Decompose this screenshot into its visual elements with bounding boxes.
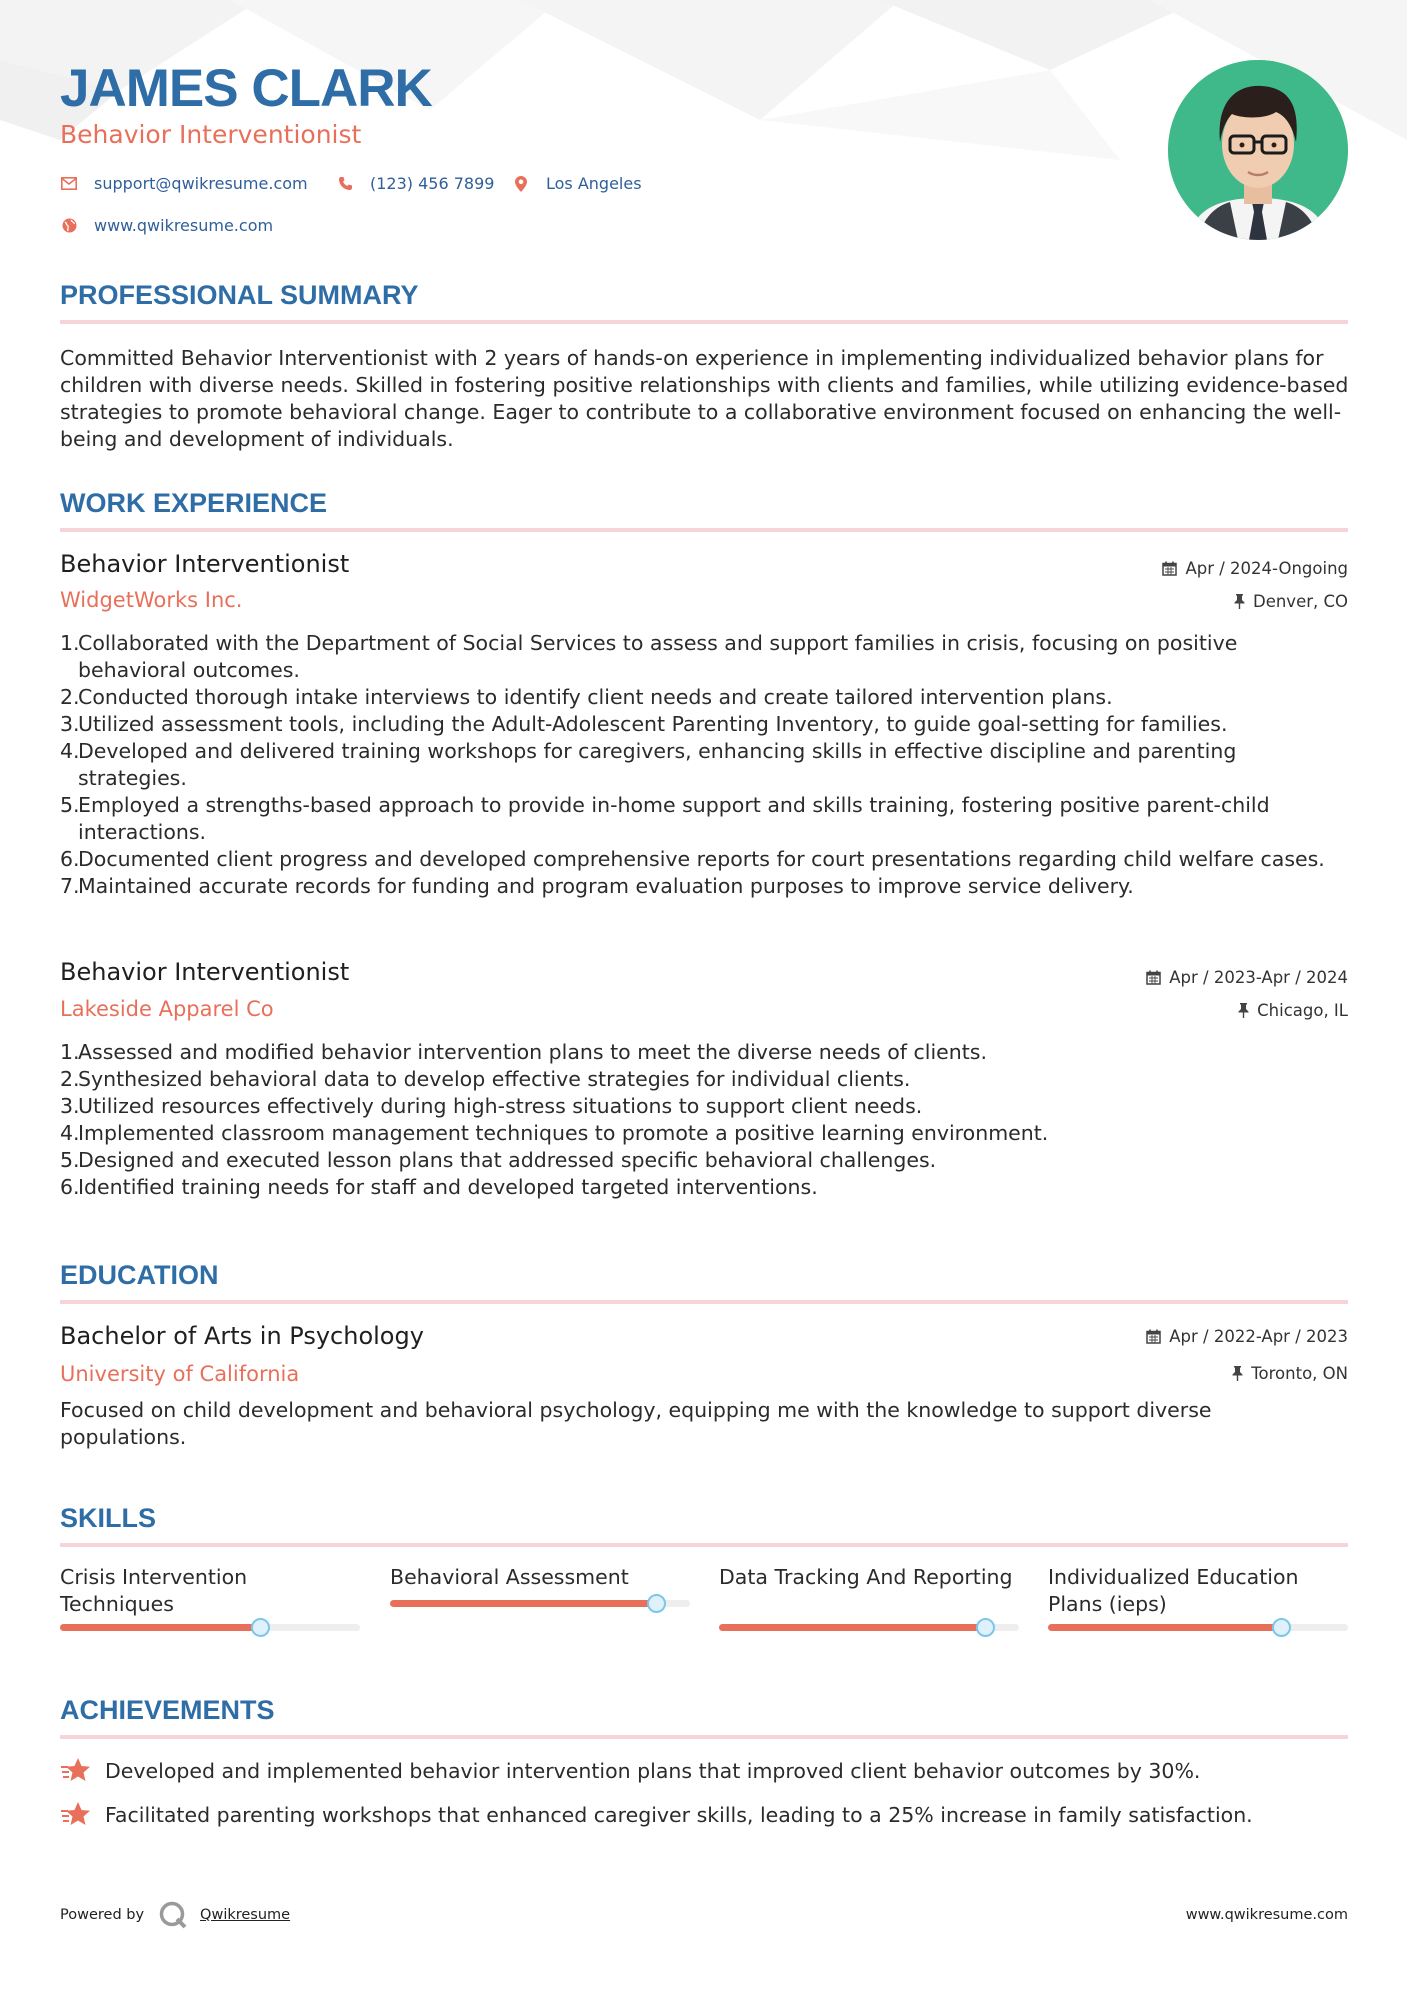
location-text: Los Angeles [546,174,642,193]
skill-name: Individualized Education Plans (ieps) [1048,1565,1299,1616]
skill-meter-fill [1048,1624,1282,1631]
responsibility-text: Employed a strengths-based approach to provide in-home support and skills training, fostering positive parent-child interactions. [78,793,1270,844]
achievements-divider [60,1735,1348,1739]
footer-powered-by [60,1900,290,1930]
map-pin-icon [512,175,530,193]
bullet-number: 4. [60,1121,80,1145]
experience-divider [60,528,1348,532]
responsibility-item [60,846,1350,873]
job-dates [1162,559,1348,578]
responsibility-text: Implemented classroom management techniques to promote a positive learning environment. [78,1121,1049,1145]
job-responsibilities [60,630,1350,900]
contact-website[interactable] [60,216,273,235]
company-name: Lakeside Apparel Co [60,997,274,1021]
skill-meter-fill [60,1624,261,1631]
summary-section-title: PROFESSIONAL SUMMARY [60,280,419,310]
qwikresume-link[interactable]: Qwikresume [200,1907,291,1923]
responsibility-item [60,1066,1350,1093]
education-divider [60,1300,1348,1304]
bullet-number: 6. [60,1175,80,1199]
responsibility-item [60,1093,1350,1120]
responsibility-text: Designed and executed lesson plans that addressed specific behavioral challenges. [78,1148,937,1172]
skill-meter [60,1624,360,1631]
bullet-number: 2. [60,1067,80,1091]
education-location [1232,1364,1348,1383]
website-text: www.qwikresume.com [94,216,274,235]
responsibility-item [60,738,1350,792]
bullet-number: 3. [60,1094,80,1118]
bullet-number: 5. [60,1148,80,1172]
job-dates [1146,968,1348,987]
pushpin-icon [1234,594,1245,609]
skill-meter [719,1624,1019,1631]
bullet-number: 1. [60,631,80,655]
bullet-number: 6. [60,847,80,871]
powered-by-label: Powered by [60,1907,145,1923]
contact-email[interactable] [60,174,308,193]
skills-section-title: SKILLS [60,1503,157,1533]
responsibility-item [60,684,1350,711]
company-name: WidgetWorks Inc. [60,588,243,612]
education-description: Focused on child development and behavioral psychology, equipping me with the knowledge to support diverse populations. [60,1398,1212,1449]
skill-item [1048,1564,1348,1631]
skill-meter-knob [647,1594,666,1613]
achievement-text: Developed and implemented behavior intervention plans that improved client behavior outcomes by 30%. [105,1759,1201,1783]
calendar-icon [1146,1329,1161,1344]
star-badge-icon [60,1755,92,1787]
email-text: support@qwikresume.com [94,174,308,193]
skill-meter-knob [976,1618,995,1637]
responsibility-text: Assessed and modified behavior intervention plans to meet the diverse needs of clients. [78,1040,987,1064]
responsibility-item [60,1039,1350,1066]
avatar-illustration [1168,60,1348,240]
responsibility-item [60,1174,1350,1201]
responsibility-item [60,792,1350,846]
job-title: Behavior Interventionist [60,958,350,986]
job-location [1238,1001,1348,1020]
bullet-number: 5. [60,793,80,817]
responsibility-text: Collaborated with the Department of Social Services to assess and support families in crisis, focusing on positive behavioral outcomes. [78,631,1238,682]
star-badge-icon [60,1799,92,1831]
education-dates [1146,1327,1348,1346]
skill-item [60,1564,360,1631]
skill-meter-fill [719,1624,986,1631]
responsibility-text: Utilized assessment tools, including the Adult-Adolescent Parenting Inventory, to guide goal-setting for families. [78,712,1228,736]
job-location [1234,592,1348,611]
footer-site-link[interactable]: www.qwikresume.com [1185,1907,1348,1923]
bullet-number: 2. [60,685,80,709]
responsibility-text: Maintained accurate records for funding and program evaluation purposes to improve service delivery. [78,874,1134,898]
achievements-section-title: ACHIEVEMENTS [60,1695,275,1725]
education-dates-text: Apr / 2022-Apr / 2023 [1169,1327,1348,1346]
responsibility-item [60,1120,1350,1147]
experience-section-title: WORK EXPERIENCE [60,488,328,518]
summary-divider [60,320,1348,324]
skills-divider [60,1543,1348,1547]
responsibility-text: Conducted thorough intake interviews to identify client needs and create tailored intervention plans. [78,685,1113,709]
candidate-role: Behavior Interventionist [60,120,362,149]
candidate-name: JAMES CLARK [60,59,432,118]
bullet-number: 4. [60,739,80,763]
phone-icon [336,175,354,193]
contact-phone[interactable] [336,174,494,193]
responsibility-text: Identified training needs for staff and developed targeted interventions. [78,1175,818,1199]
job-location-text: Denver, CO [1252,592,1348,611]
achievement-text: Facilitated parenting workshops that enhanced caregiver skills, leading to a 25% increase in family satisfaction. [105,1803,1253,1827]
skill-meter [390,1600,690,1607]
qwikresume-logo-icon [158,1900,188,1930]
skill-meter-fill [390,1600,657,1607]
contact-location [512,174,642,193]
globe-icon [60,217,78,235]
responsibility-item [60,1147,1350,1174]
skill-meter-knob [251,1618,270,1637]
skill-name: Behavioral Assessment [390,1565,629,1589]
responsibility-item [60,630,1350,684]
responsibility-item [60,711,1350,738]
pushpin-icon [1232,1366,1243,1381]
skill-name: Crisis Intervention Techniques [60,1565,248,1616]
job-dates-text: Apr / 2024-Ongoing [1185,559,1348,578]
job-responsibilities [60,1039,1350,1201]
skill-meter-knob [1272,1618,1291,1637]
bullet-number: 7. [60,874,80,898]
bullet-number: 3. [60,712,80,736]
achievement-item [60,1799,1253,1831]
school-name: University of California [60,1362,300,1386]
responsibility-text: Developed and delivered training workshops for caregivers, enhancing skills in effective discipline and parenting strategies. [78,739,1237,790]
phone-text: (123) 456 7899 [370,174,495,193]
job-location-text: Chicago, IL [1257,1001,1348,1020]
degree-title: Bachelor of Arts in Psychology [60,1322,424,1350]
responsibility-item [60,873,1350,900]
bullet-number: 1. [60,1040,80,1064]
achievement-item [60,1755,1200,1787]
job-dates-text: Apr / 2023-Apr / 2024 [1169,968,1348,987]
calendar-icon [1146,970,1161,985]
education-location-text: Toronto, ON [1251,1364,1348,1383]
summary-text: Committed Behavior Interventionist with 2 years of hands-on experience in implementing individualized behavior plans for children with diverse needs. Skilled in fostering positive relationships with clients and families, while utilizing evidence-based strategies to promote behavioral change. Eager to contribute to a collaborative environment focused on enhancing the well-being and development of individuals. [60,346,1349,451]
skill-item [719,1564,1019,1631]
responsibility-text: Synthesized behavioral data to develop effective strategies for individual clients. [78,1067,911,1091]
responsibility-text: Documented client progress and developed comprehensive reports for court presentations regarding child welfare cases. [78,847,1325,871]
pushpin-icon [1238,1003,1249,1018]
skill-meter [1048,1624,1348,1631]
job-title: Behavior Interventionist [60,550,350,578]
envelope-icon [60,175,78,193]
responsibility-text: Utilized resources effectively during high-stress situations to support client needs. [78,1094,923,1118]
calendar-icon [1162,561,1177,576]
skill-item [390,1564,690,1607]
skill-name: Data Tracking And Reporting [719,1565,1013,1589]
profile-photo [1168,60,1348,240]
education-section-title: EDUCATION [60,1260,219,1290]
